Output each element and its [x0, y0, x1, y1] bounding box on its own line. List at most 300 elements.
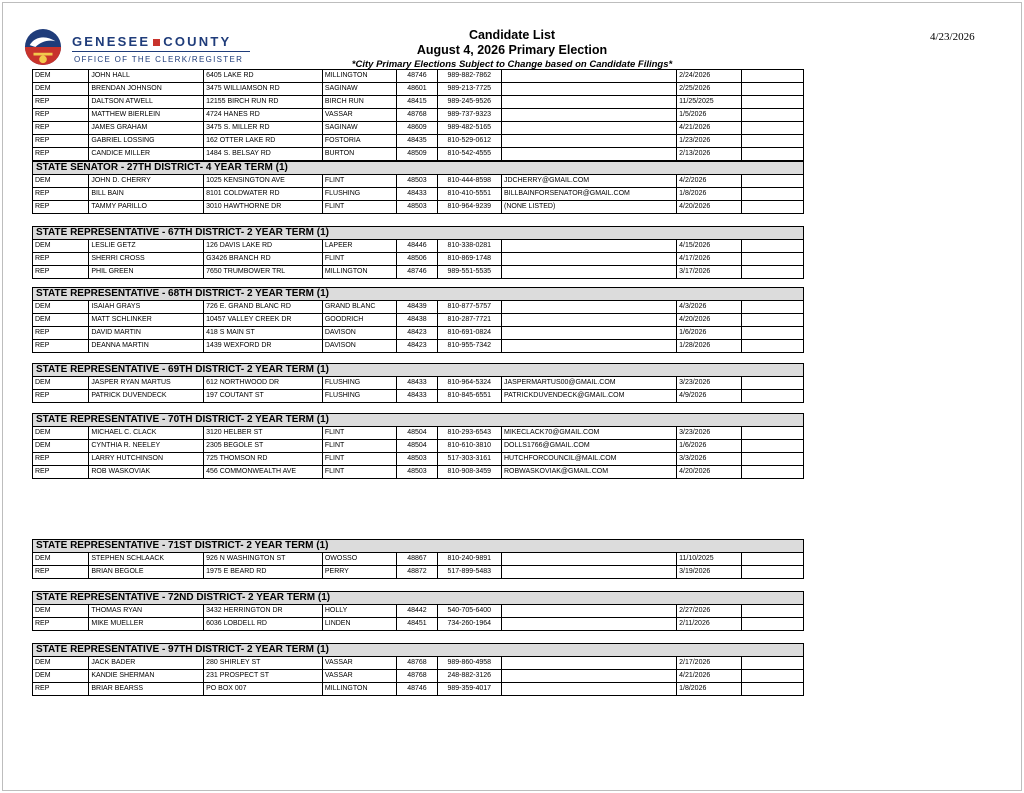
cell-filed: 3/3/2026: [677, 453, 741, 466]
cell-email: [501, 148, 676, 161]
cell-party: DEM: [33, 670, 89, 683]
cell-addr: 418 S MAIN ST: [204, 327, 323, 340]
cell-party: DEM: [33, 301, 89, 314]
org-name: GENESEE COUNTY: [72, 34, 232, 49]
candidate-table: [32, 174, 804, 214]
cell-notes: [741, 96, 803, 109]
cell-city: MILLINGTON: [322, 266, 396, 279]
cell-addr: 12155 BIRCH RUN RD: [204, 96, 323, 109]
cell-filed: 2/25/2026: [677, 83, 741, 96]
cell-party: REP: [33, 253, 89, 266]
cell-party: REP: [33, 148, 89, 161]
cell-filed: 3/23/2026: [677, 377, 741, 390]
cell-email: [501, 301, 676, 314]
cell-filed: 1/8/2026: [677, 188, 741, 201]
cell-phone: 989-737-9323: [437, 109, 501, 122]
cell-zip: 48872: [397, 566, 437, 579]
cell-filed: 11/10/2025: [677, 553, 741, 566]
cell-city: MILLINGTON: [322, 70, 396, 83]
section-title: STATE REPRESENTATIVE - 97TH DISTRICT- 2 YEAR TERM (1): [32, 643, 804, 656]
cell-phone: 810-542-4555: [437, 148, 501, 161]
candidate-table: [32, 239, 804, 279]
cell-name: TAMMY PARILLO: [89, 201, 204, 214]
cell-phone: 989-860-4958: [437, 657, 501, 670]
cell-email: [501, 109, 676, 122]
cell-filed: 4/3/2026: [677, 301, 741, 314]
cell-email: [501, 122, 676, 135]
cell-email: [501, 566, 676, 579]
cell-party: DEM: [33, 377, 89, 390]
section-title: STATE REPRESENTATIVE - 69TH DISTRICT- 2 YEAR TERM (1): [32, 363, 804, 376]
table-row: [33, 377, 804, 390]
cell-filed: 3/23/2026: [677, 427, 741, 440]
section-title: STATE REPRESENTATIVE - 71ST DISTRICT- 2 YEAR TERM (1): [32, 539, 804, 552]
cell-email: [501, 618, 676, 631]
cell-party: DEM: [33, 427, 89, 440]
cell-email: [501, 553, 676, 566]
table-row: [33, 148, 804, 161]
cell-addr: 162 OTTER LAKE RD: [204, 135, 323, 148]
cell-zip: 48433: [397, 188, 437, 201]
cell-filed: 1/23/2026: [677, 135, 741, 148]
cell-addr: 3432 HERRINGTON DR: [204, 605, 323, 618]
section-title: STATE REPRESENTATIVE - 70TH DISTRICT- 2 YEAR TERM (1): [32, 413, 804, 426]
cell-zip: 48433: [397, 377, 437, 390]
cell-name: JOHN HALL: [89, 70, 204, 83]
cell-party: REP: [33, 566, 89, 579]
cell-name: DALTSON ATWELL: [89, 96, 204, 109]
cell-party: DEM: [33, 70, 89, 83]
cell-name: BILL BAIN: [89, 188, 204, 201]
cell-phone: 989-213-7725: [437, 83, 501, 96]
cell-phone: 810-869-1748: [437, 253, 501, 266]
cell-name: DEANNA MARTIN: [89, 340, 204, 353]
table-row: [33, 440, 804, 453]
cell-notes: [741, 188, 803, 201]
cell-party: REP: [33, 109, 89, 122]
table-row: [33, 553, 804, 566]
cell-addr: G3426 BRANCH RD: [204, 253, 323, 266]
cell-name: ISAIAH GRAYS: [89, 301, 204, 314]
cell-notes: [741, 135, 803, 148]
cell-addr: 126 DAVIS LAKE RD: [204, 240, 323, 253]
section-title: STATE REPRESENTATIVE - 67TH DISTRICT- 2 YEAR TERM (1): [32, 226, 804, 239]
cell-notes: [741, 301, 803, 314]
cell-phone: 517-899-5483: [437, 566, 501, 579]
cell-addr: PO BOX 007: [204, 683, 323, 696]
cell-name: PATRICK DUVENDECK: [89, 390, 204, 403]
cell-filed: 4/21/2026: [677, 670, 741, 683]
cell-name: MIKE MUELLER: [89, 618, 204, 631]
cell-notes: [741, 618, 803, 631]
cell-notes: [741, 453, 803, 466]
cell-zip: 48506: [397, 253, 437, 266]
cell-city: SAGINAW: [322, 122, 396, 135]
cell-name: JAMES GRAHAM: [89, 122, 204, 135]
cell-city: VASSAR: [322, 670, 396, 683]
district-section: [32, 413, 804, 479]
cell-addr: 1439 WEXFORD DR: [204, 340, 323, 353]
cell-city: MILLINGTON: [322, 683, 396, 696]
cell-zip: 48746: [397, 683, 437, 696]
cell-phone: 810-845-6551: [437, 390, 501, 403]
cell-zip: 48746: [397, 266, 437, 279]
cell-phone: 989-359-4017: [437, 683, 501, 696]
cell-filed: 3/19/2026: [677, 566, 741, 579]
cell-filed: 2/11/2026: [677, 618, 741, 631]
cell-zip: 48746: [397, 70, 437, 83]
cell-city: SAGINAW: [322, 83, 396, 96]
cell-zip: 48867: [397, 553, 437, 566]
cell-name: GABRIEL LOSSING: [89, 135, 204, 148]
cell-city: FLINT: [322, 427, 396, 440]
cell-phone: 810-293-6543: [437, 427, 501, 440]
cell-city: FLUSHING: [322, 390, 396, 403]
cell-notes: [741, 266, 803, 279]
cell-phone: 989-882-7862: [437, 70, 501, 83]
cell-city: DAVISON: [322, 340, 396, 353]
cell-zip: 48503: [397, 175, 437, 188]
candidate-table: [32, 426, 804, 479]
cell-phone: 810-955-7342: [437, 340, 501, 353]
cell-email: [501, 240, 676, 253]
cell-zip: 48442: [397, 605, 437, 618]
table-row: [33, 670, 804, 683]
cell-name: LARRY HUTCHINSON: [89, 453, 204, 466]
table-row: [33, 427, 804, 440]
cell-notes: [741, 175, 803, 188]
cell-filed: 2/27/2026: [677, 605, 741, 618]
table-row: [33, 253, 804, 266]
cell-city: BURTON: [322, 148, 396, 161]
table-row: [33, 122, 804, 135]
district-section: [32, 287, 804, 353]
page-title: Candidate List: [468, 28, 556, 42]
cell-name: BRIAR BEARSS: [89, 683, 204, 696]
cell-filed: 2/13/2026: [677, 148, 741, 161]
section-title: STATE REPRESENTATIVE - 72ND DISTRICT- 2 YEAR TERM (1): [32, 591, 804, 604]
cell-name: MATTHEW BIERLEIN: [89, 109, 204, 122]
cell-zip: 48446: [397, 240, 437, 253]
cell-party: DEM: [33, 314, 89, 327]
cell-zip: 48609: [397, 122, 437, 135]
cell-notes: [741, 657, 803, 670]
cell-phone: 810-410-5551: [437, 188, 501, 201]
cell-party: REP: [33, 327, 89, 340]
cell-zip: 48503: [397, 466, 437, 479]
district-section: [32, 643, 804, 696]
cell-phone: 810-338-0281: [437, 240, 501, 253]
page-subtitle: August 4, 2026 Primary Election: [416, 43, 608, 57]
cell-addr: 3475 S. MILLER RD: [204, 122, 323, 135]
table-row: [33, 683, 804, 696]
table-row: [33, 240, 804, 253]
cell-addr: 926 N WASHINGTON ST: [204, 553, 323, 566]
cell-zip: 48768: [397, 670, 437, 683]
cell-filed: 4/9/2026: [677, 390, 741, 403]
cell-phone: 989-245-9526: [437, 96, 501, 109]
cell-city: FOSTORIA: [322, 135, 396, 148]
cell-name: BRIAN BEGOLE: [89, 566, 204, 579]
cell-filed: 4/20/2026: [677, 201, 741, 214]
candidate-table: [32, 69, 804, 161]
cell-party: REP: [33, 390, 89, 403]
table-row: [33, 566, 804, 579]
cell-city: VASSAR: [322, 109, 396, 122]
table-row: [33, 175, 804, 188]
cell-notes: [741, 440, 803, 453]
cell-zip: 48439: [397, 301, 437, 314]
cell-city: BIRCH RUN: [322, 96, 396, 109]
candidate-table: [32, 552, 804, 579]
cell-phone: 810-529-0612: [437, 135, 501, 148]
table-row: [33, 188, 804, 201]
cell-addr: 280 SHIRLEY ST: [204, 657, 323, 670]
cell-zip: 48423: [397, 340, 437, 353]
candidate-table: [32, 604, 804, 631]
cell-party: REP: [33, 266, 89, 279]
cell-party: REP: [33, 618, 89, 631]
cell-name: CYNTHIA R. NEELEY: [89, 440, 204, 453]
cell-notes: [741, 340, 803, 353]
cell-email: [501, 605, 676, 618]
cell-name: LESLIE GETZ: [89, 240, 204, 253]
cell-city: VASSAR: [322, 657, 396, 670]
cell-notes: [741, 148, 803, 161]
cell-addr: 1484 S. BELSAY RD: [204, 148, 323, 161]
cell-notes: [741, 201, 803, 214]
cell-city: FLINT: [322, 201, 396, 214]
table-row: [33, 618, 804, 631]
district-section: [32, 591, 804, 631]
cell-city: FLUSHING: [322, 377, 396, 390]
cell-party: DEM: [33, 440, 89, 453]
cell-city: FLINT: [322, 440, 396, 453]
cell-addr: 7650 TRUMBOWER TRL: [204, 266, 323, 279]
cell-name: STEPHEN SCHLAACK: [89, 553, 204, 566]
cell-email: [501, 83, 676, 96]
cell-name: JOHN D. CHERRY: [89, 175, 204, 188]
cell-filed: 1/6/2026: [677, 440, 741, 453]
cell-email: [501, 683, 676, 696]
cell-phone: 248-882-3126: [437, 670, 501, 683]
cell-party: DEM: [33, 83, 89, 96]
cell-zip: 48503: [397, 201, 437, 214]
cell-zip: 48503: [397, 453, 437, 466]
cell-party: DEM: [33, 553, 89, 566]
report-date: 4/23/2026: [930, 31, 975, 43]
cell-email: [501, 670, 676, 683]
cell-city: GRAND BLANC: [322, 301, 396, 314]
cell-zip: 48415: [397, 96, 437, 109]
district-section: [32, 539, 804, 579]
cell-city: LAPEER: [322, 240, 396, 253]
cell-notes: [741, 605, 803, 618]
cell-city: FLINT: [322, 453, 396, 466]
cell-name: MICHAEL C. CLACK: [89, 427, 204, 440]
cell-filed: 4/2/2026: [677, 175, 741, 188]
cell-email: JASPERMARTUS00@GMAIL.COM: [501, 377, 676, 390]
cell-filed: 2/24/2026: [677, 70, 741, 83]
cell-zip: 48768: [397, 657, 437, 670]
cell-party: REP: [33, 340, 89, 353]
cell-notes: [741, 122, 803, 135]
cell-addr: 612 NORTHWOOD DR: [204, 377, 323, 390]
cell-addr: 726 E. GRAND BLANC RD: [204, 301, 323, 314]
cell-party: DEM: [33, 240, 89, 253]
cell-phone: 810-444-8598: [437, 175, 501, 188]
cell-addr: 6036 LOBDELL RD: [204, 618, 323, 631]
cell-notes: [741, 683, 803, 696]
table-row: [33, 266, 804, 279]
cell-email: [501, 340, 676, 353]
table-row: [33, 390, 804, 403]
cell-city: HOLLY: [322, 605, 396, 618]
cell-party: REP: [33, 188, 89, 201]
cell-addr: 10457 VALLEY CREEK DR: [204, 314, 323, 327]
cell-filed: 1/6/2026: [677, 327, 741, 340]
table-row: [33, 314, 804, 327]
cell-notes: [741, 109, 803, 122]
cell-name: JACK BADER: [89, 657, 204, 670]
district-section: [32, 226, 804, 279]
cell-email: [501, 327, 676, 340]
cell-phone: 810-240-9891: [437, 553, 501, 566]
cell-city: FLUSHING: [322, 188, 396, 201]
cell-notes: [741, 466, 803, 479]
cell-phone: 517-303-3161: [437, 453, 501, 466]
cell-addr: 2305 BEGOLE ST: [204, 440, 323, 453]
cell-addr: 725 THOMSON RD: [204, 453, 323, 466]
table-row: [33, 83, 804, 96]
cell-email: [501, 135, 676, 148]
cell-party: DEM: [33, 175, 89, 188]
table-row: [33, 70, 804, 83]
cell-email: [501, 96, 676, 109]
cell-city: PERRY: [322, 566, 396, 579]
cell-name: CANDICE MILLER: [89, 148, 204, 161]
cell-email: HUTCHFORCOUNCIL@MAIL.COM: [501, 453, 676, 466]
candidate-table: [32, 656, 804, 696]
cell-notes: [741, 377, 803, 390]
cell-party: REP: [33, 683, 89, 696]
cell-filed: 4/17/2026: [677, 253, 741, 266]
cell-phone: 989-482-5165: [437, 122, 501, 135]
cell-notes: [741, 670, 803, 683]
table-row: [33, 453, 804, 466]
table-row: [33, 657, 804, 670]
section-title: STATE REPRESENTATIVE - 68TH DISTRICT- 2 YEAR TERM (1): [32, 287, 804, 300]
cell-zip: 48509: [397, 148, 437, 161]
cell-city: LINDEN: [322, 618, 396, 631]
cell-filed: 1/28/2026: [677, 340, 741, 353]
cell-email: PATRICKDUVENDECK@GMAIL.COM: [501, 390, 676, 403]
cell-city: OWOSSO: [322, 553, 396, 566]
cell-email: [501, 253, 676, 266]
cell-party: REP: [33, 122, 89, 135]
cell-phone: 810-964-5324: [437, 377, 501, 390]
county-logo: [24, 28, 244, 68]
cell-name: MATT SCHLINKER: [89, 314, 204, 327]
cell-email: MIKECLACK70@GMAIL.COM: [501, 427, 676, 440]
table-row: [33, 340, 804, 353]
cell-phone: 810-610-3810: [437, 440, 501, 453]
cell-filed: 4/20/2026: [677, 466, 741, 479]
cell-zip: 48504: [397, 427, 437, 440]
cell-party: REP: [33, 466, 89, 479]
page-note: *City Primary Elections Subject to Change based on Candidate Filings*: [351, 59, 673, 70]
cell-addr: 3120 HELBER ST: [204, 427, 323, 440]
cell-email: [501, 266, 676, 279]
district-section: [32, 363, 804, 403]
cell-zip: 48504: [397, 440, 437, 453]
cell-name: BRENDAN JOHNSON: [89, 83, 204, 96]
candidate-table: [32, 376, 804, 403]
cell-party: REP: [33, 201, 89, 214]
cell-city: FLINT: [322, 466, 396, 479]
cell-email: JDCHERRY@GMAIL.COM: [501, 175, 676, 188]
cell-filed: 2/17/2026: [677, 657, 741, 670]
cell-city: FLINT: [322, 175, 396, 188]
cell-name: ROB WASKOVIAK: [89, 466, 204, 479]
cell-addr: 3010 HAWTHORNE DR: [204, 201, 323, 214]
cell-email: ROBWASKOVIAK@GMAIL.COM: [501, 466, 676, 479]
cell-phone: 810-877-5757: [437, 301, 501, 314]
cell-addr: 231 PROSPECT ST: [204, 670, 323, 683]
cell-name: PHIL GREEN: [89, 266, 204, 279]
cell-email: [501, 657, 676, 670]
cell-addr: 4724 HANES RD: [204, 109, 323, 122]
cell-filed: 1/8/2026: [677, 683, 741, 696]
cell-notes: [741, 70, 803, 83]
cell-notes: [741, 253, 803, 266]
table-row: [33, 109, 804, 122]
cell-name: SHERRI CROSS: [89, 253, 204, 266]
cell-filed: 4/20/2026: [677, 314, 741, 327]
cell-email: DOLLS1766@GMAIL.COM: [501, 440, 676, 453]
cell-city: GOODRICH: [322, 314, 396, 327]
cell-city: DAVISON: [322, 327, 396, 340]
cell-addr: 197 COUTANT ST: [204, 390, 323, 403]
cell-filed: 3/17/2026: [677, 266, 741, 279]
cell-zip: 48423: [397, 327, 437, 340]
county-seal-icon: [24, 28, 62, 66]
cell-name: JASPER RYAN MARTUS: [89, 377, 204, 390]
cell-addr: 1975 E BEARD RD: [204, 566, 323, 579]
cell-addr: 456 COMMONWEALTH AVE: [204, 466, 323, 479]
cell-notes: [741, 83, 803, 96]
cell-zip: 48438: [397, 314, 437, 327]
cell-email: [501, 314, 676, 327]
cell-party: REP: [33, 135, 89, 148]
cell-phone: 810-691-0824: [437, 327, 501, 340]
cell-phone: 810-287-7721: [437, 314, 501, 327]
section-title: STATE SENATOR - 27TH DISTRICT- 4 YEAR TERM (1): [32, 161, 804, 174]
table-row: [33, 96, 804, 109]
cell-city: FLINT: [322, 253, 396, 266]
cell-party: REP: [33, 96, 89, 109]
cell-notes: [741, 240, 803, 253]
cell-phone: 540-705-6400: [437, 605, 501, 618]
table-row: [33, 135, 804, 148]
district-section: [32, 161, 804, 214]
cell-party: DEM: [33, 657, 89, 670]
cell-notes: [741, 427, 803, 440]
cell-phone: 989-551-5535: [437, 266, 501, 279]
table-row: [33, 605, 804, 618]
cell-zip: 48451: [397, 618, 437, 631]
cell-phone: 810-908-3459: [437, 466, 501, 479]
